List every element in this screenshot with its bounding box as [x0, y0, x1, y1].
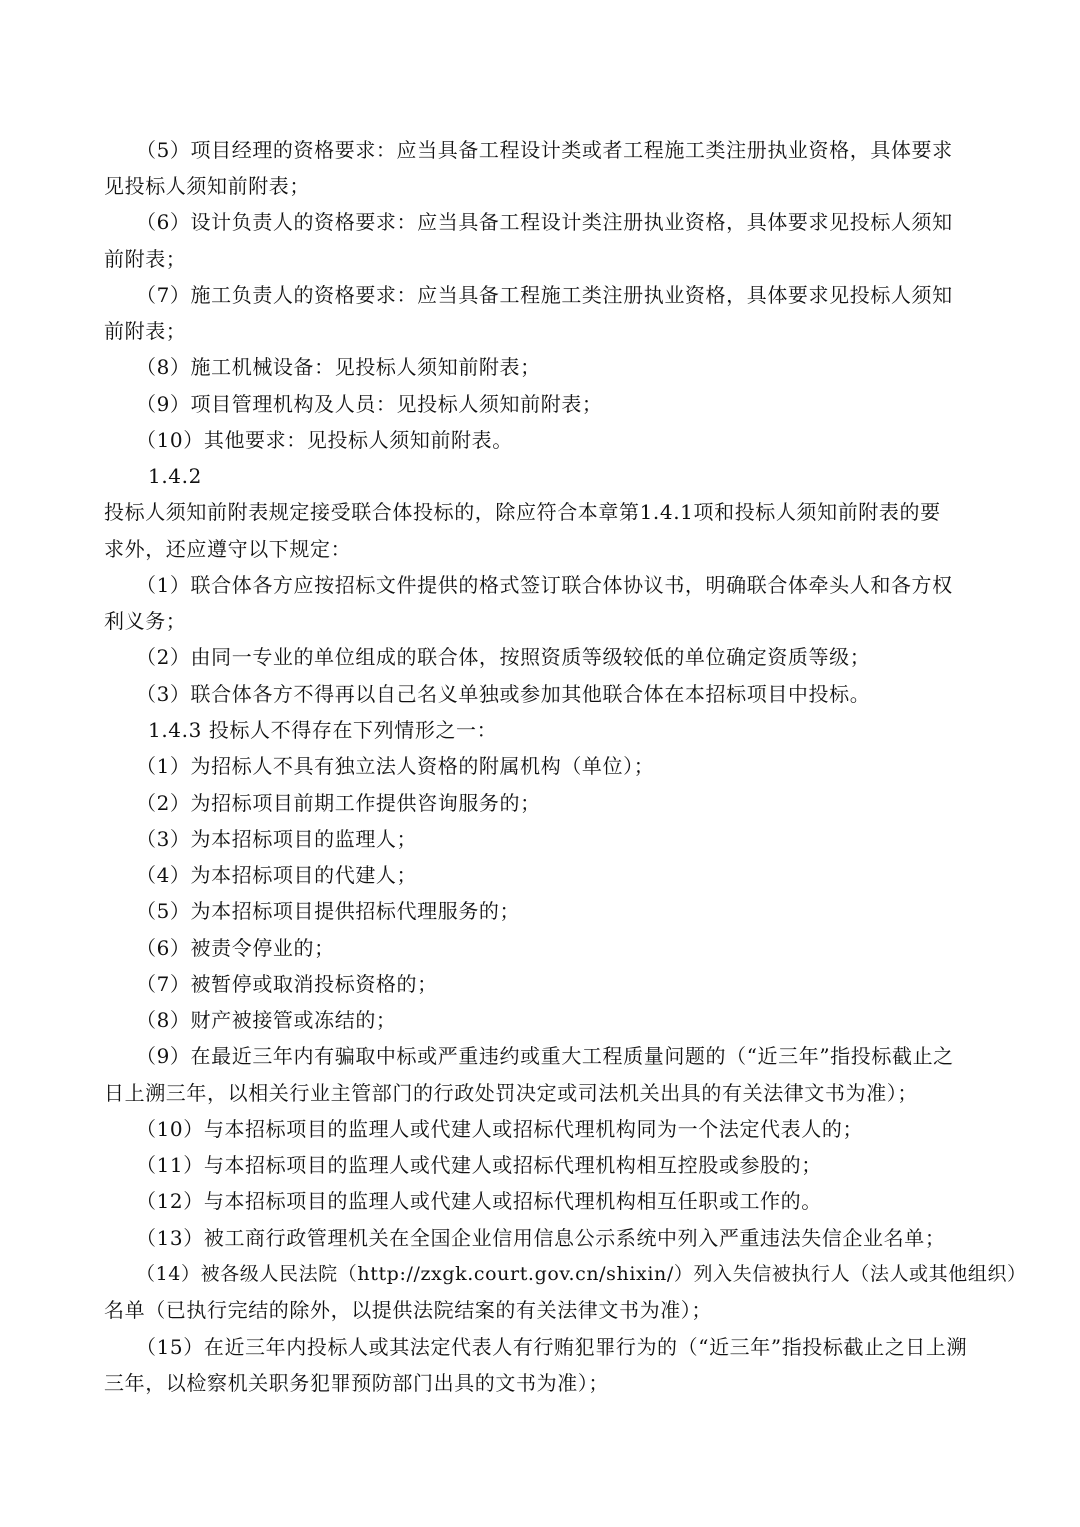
text-line: （7）施工负责人的资格要求：应当具备工程施工类注册执业资格，具体要求见投标人须知	[136, 283, 953, 307]
text-line: （7）被暂停或取消投标资格的；	[136, 972, 438, 996]
text-line: （1）为招标人不具有独立法人资格的附属机构（单位）；	[136, 754, 655, 778]
text-line: （8）施工机械设备：见投标人须知前附表；	[136, 355, 541, 379]
text-line: （2）由同一专业的单位组成的联合体，按照资质等级较低的单位确定资质等级；	[136, 645, 871, 669]
text-line: （5）为本招标项目提供招标代理服务的；	[136, 899, 521, 923]
text-line: （3）为本招标项目的监理人；	[136, 827, 418, 851]
text-line: （5）项目经理的资格要求：应当具备工程设计类或者工程施工类注册执业资格，具体要求	[136, 138, 953, 162]
text-line: （10）其他要求：见投标人须知前附表。	[136, 428, 513, 452]
text-line: （9）项目管理机构及人员：见投标人须知前附表；	[136, 392, 603, 416]
text-line: （9）在最近三年内有骗取中标或严重违约或重大工程质量问题的（“近三年”指投标截止之	[136, 1044, 954, 1068]
text-line: （13）被工商行政管理机关在全国企业信用信息公示系统中列入严重违法失信企业名单；	[136, 1226, 946, 1250]
text-line: 前附表；	[104, 247, 187, 271]
text-line: （8）财产被接管或冻结的；	[136, 1008, 397, 1032]
text-line: （12）与本招标项目的监理人或代建人或招标代理机构相互任职或工作的。	[136, 1189, 822, 1213]
text-line: 三年，以检察机关职务犯罪预防部门出具的文书为准）；	[104, 1371, 609, 1395]
text-line: 前附表；	[104, 319, 187, 343]
text-line: 利义务；	[104, 609, 187, 633]
text-line: （4）为本招标项目的代建人；	[136, 863, 418, 887]
text-line: （11）与本招标项目的监理人或代建人或招标代理机构相互控股或参股的；	[136, 1153, 822, 1177]
text-line: 名单（已执行完结的除外，以提供法院结案的有关法律文书为准）；	[104, 1298, 712, 1322]
text-line: （14）被各级人民法院（http://zxgk.court.gov.cn/shixin/）列入失信被执行人（法人或其他组织）	[136, 1263, 1027, 1285]
text-line: （10）与本招标项目的监理人或代建人或招标代理机构同为一个法定代表人的；	[136, 1117, 864, 1141]
section-number: 1.4.2	[148, 464, 202, 488]
section-heading: 1.4.3 投标人不得存在下列情形之一：	[148, 718, 498, 742]
text-line: （6）设计负责人的资格要求：应当具备工程设计类注册执业资格，具体要求见投标人须知	[136, 210, 953, 234]
text-line: （3）联合体各方不得再以自己名义单独或参加其他联合体在本招标项目中投标。	[136, 682, 871, 706]
text-line: 见投标人须知前附表；	[104, 174, 310, 198]
text-line: 日上溯三年，以相关行业主管部门的行政处罚决定或司法机关出具的有关法律文书为准）；	[104, 1081, 918, 1105]
text-line: 求外，还应遵守以下规定：	[104, 537, 352, 561]
text-line: （2）为招标项目前期工作提供咨询服务的；	[136, 791, 541, 815]
text-line: 投标人须知前附表规定接受联合体投标的，除应符合本章第1.4.1项和投标人须知前附表的要	[104, 500, 941, 524]
text-line: （1）联合体各方应按招标文件提供的格式签订联合体协议书，明确联合体牵头人和各方权	[136, 573, 953, 597]
text-line: （15）在近三年内投标人或其法定代表人有行贿犯罪行为的（“近三年”指投标截止之日上溯	[136, 1335, 968, 1359]
text-line: （6）被责令停业的；	[136, 936, 335, 960]
